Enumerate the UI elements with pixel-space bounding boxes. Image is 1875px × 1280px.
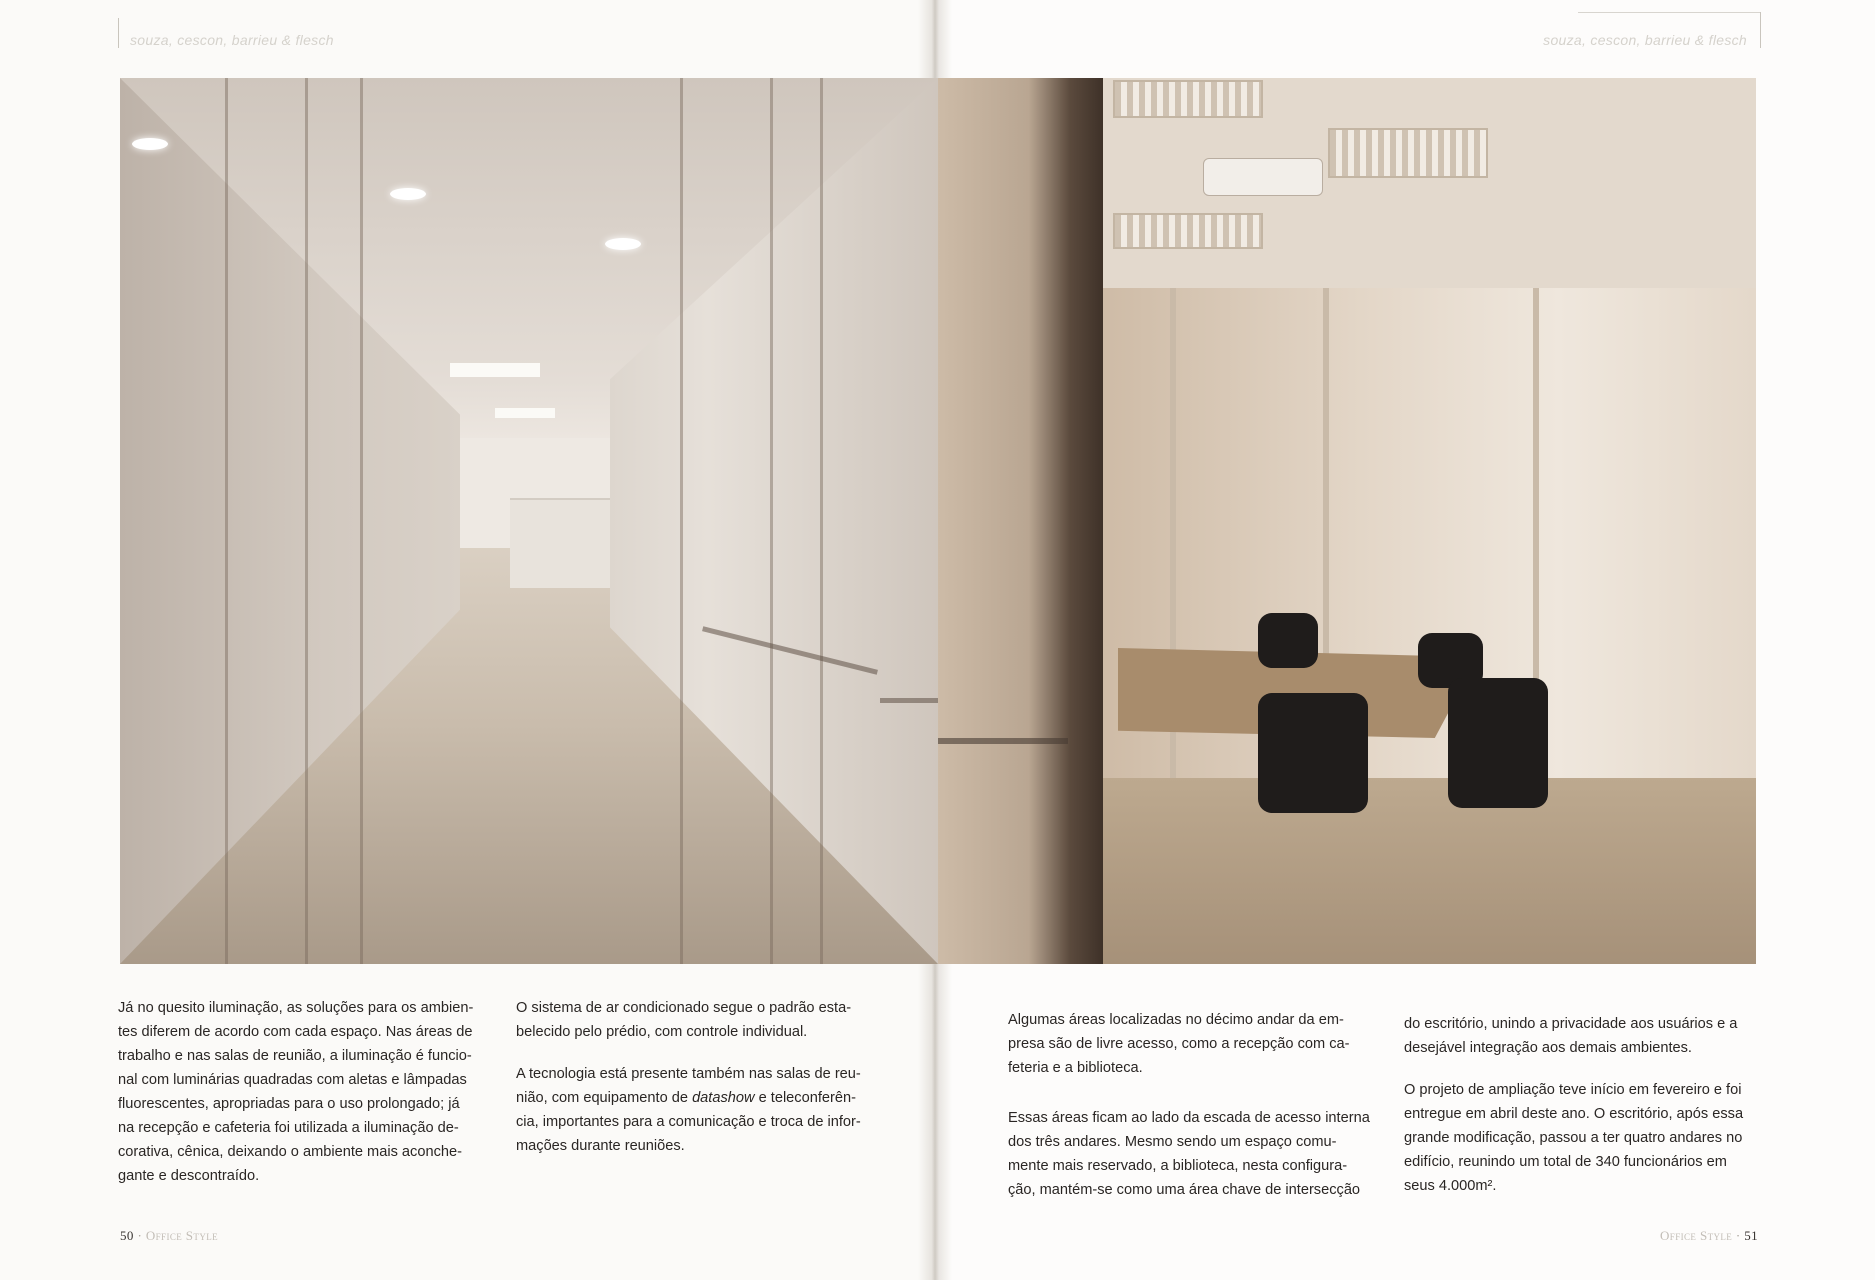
- paragraph: [516, 996, 866, 1044]
- running-head-right: souza, cescon, barrieu & flesch: [1543, 32, 1747, 48]
- workstations: [510, 498, 620, 588]
- text-line: feteria e a biblioteca.: [1008, 1060, 1143, 1076]
- text-column-3: [1008, 1008, 1370, 1220]
- paragraph: [118, 996, 478, 1188]
- text-line: A tecnologia está presente também nas salas de reu-: [516, 1066, 861, 1082]
- page-number: 51: [1744, 1228, 1759, 1243]
- text-line: mente mais reservado, a biblioteca, nesta configura-: [1008, 1158, 1348, 1174]
- paragraph: [1008, 1008, 1362, 1080]
- text-column-2: [516, 996, 866, 1176]
- page-folio-left: [120, 1228, 218, 1244]
- header-rule: [118, 18, 119, 48]
- text-line: do escritório, unindo a privacidade aos usuários e a: [1404, 1016, 1738, 1032]
- text-line: trabalho e nas salas de reunião, a iluminação é funcio-: [118, 1048, 472, 1064]
- text-line: edifício, reunindo um total de 340 funcionários em: [1404, 1154, 1727, 1170]
- text-line: [516, 1086, 866, 1110]
- italic-term: datashow: [692, 1090, 755, 1106]
- corridor-photo: [120, 78, 938, 964]
- ceiling-light-grid: [1113, 213, 1263, 249]
- paragraph: [1404, 1078, 1764, 1198]
- page-folio-right: [1660, 1228, 1758, 1244]
- ceiling-light: [495, 408, 555, 418]
- text-line: cia, importantes para a comunicação e troca de infor-: [516, 1114, 861, 1130]
- text-line: O projeto de ampliação teve início em fevereiro e foi: [1404, 1082, 1742, 1098]
- header-rule: [1760, 12, 1761, 48]
- meeting-room-photo: [938, 78, 1756, 964]
- office-chair: [1448, 678, 1548, 808]
- paragraph: [1404, 1012, 1764, 1060]
- text-line: na recepção e cafeteria foi utilizada a iluminação de-: [118, 1120, 459, 1136]
- recessed-light: [132, 138, 168, 150]
- office-chair: [1258, 613, 1318, 668]
- text-line: Já no quesito iluminação, as soluções para os ambien-: [118, 1000, 474, 1016]
- text-line: fluorescentes, apropriadas para o uso prolongado; já: [118, 1096, 460, 1112]
- ceiling-light-grid: [1113, 80, 1263, 118]
- office-chair: [1258, 693, 1368, 813]
- text-line: Essas áreas ficam ao lado da escada de acesso interna: [1008, 1110, 1370, 1126]
- text-line: corativa, cênica, deixando o ambiente mais aconche-: [118, 1144, 462, 1160]
- text-run: nião, com equipamento de: [516, 1090, 693, 1106]
- running-head-left: souza, cescon, barrieu & flesch: [130, 32, 334, 48]
- glass-mullion: [770, 78, 773, 964]
- folio-separator: ·: [133, 1228, 146, 1243]
- text-line: O sistema de ar condicionado segue o padrão esta-: [516, 1000, 852, 1016]
- ceiling-light-grid: [1328, 128, 1488, 178]
- text-line: nal com luminárias quadradas com aletas e lâmpadas: [118, 1072, 467, 1088]
- text-line: entregue em abril deste ano. O escritório, após essa: [1404, 1106, 1744, 1122]
- glass-band: [880, 698, 938, 703]
- glass-mullion: [225, 78, 228, 964]
- recessed-light: [605, 238, 641, 250]
- glass-mullion: [305, 78, 308, 964]
- text-line: mações durante reuniões.: [516, 1138, 685, 1154]
- paragraph: [516, 1062, 866, 1158]
- page-number: 50: [120, 1228, 134, 1243]
- text-line: ção, mantém-se como uma área chave de intersecção: [1008, 1182, 1361, 1198]
- folio-separator: ·: [1732, 1228, 1745, 1243]
- text-column-1: [118, 996, 478, 1206]
- text-line: desejável integração aos demais ambientes.: [1404, 1040, 1692, 1056]
- magazine-title: Office Style: [145, 1228, 219, 1243]
- carpet-floor: [1098, 778, 1756, 964]
- text-line: Algumas áreas localizadas no décimo andar da em-: [1008, 1012, 1344, 1028]
- glass-mullion: [680, 78, 683, 964]
- text-line: tes diferem de acordo com cada espaço. Nas áreas de: [118, 1024, 473, 1040]
- text-line: belecido pelo prédio, com controle individual.: [516, 1024, 808, 1040]
- text-line: seus 4.000m².: [1404, 1178, 1497, 1194]
- text-line: dos três andares. Mesmo sendo um espaço comu-: [1008, 1134, 1337, 1150]
- text-run: e teleconferên-: [754, 1090, 856, 1106]
- glass-door: [938, 78, 1103, 964]
- text-line: grande modificação, passou a ter quatro andares no: [1404, 1130, 1743, 1146]
- recessed-light: [390, 188, 426, 200]
- header-rule: [1578, 12, 1760, 13]
- glass-band: [938, 738, 1068, 744]
- projector: [1203, 158, 1323, 196]
- glass-mullion: [820, 78, 823, 964]
- paragraph: [1008, 1106, 1370, 1202]
- text-line: presa são de livre acesso, como a recepção com ca-: [1008, 1036, 1350, 1052]
- text-column-4: [1404, 1012, 1764, 1216]
- glass-mullion: [360, 78, 363, 964]
- text-line: gante e descontraído.: [118, 1168, 260, 1184]
- magazine-title: Office Style: [1660, 1228, 1733, 1243]
- ceiling-light: [450, 363, 540, 377]
